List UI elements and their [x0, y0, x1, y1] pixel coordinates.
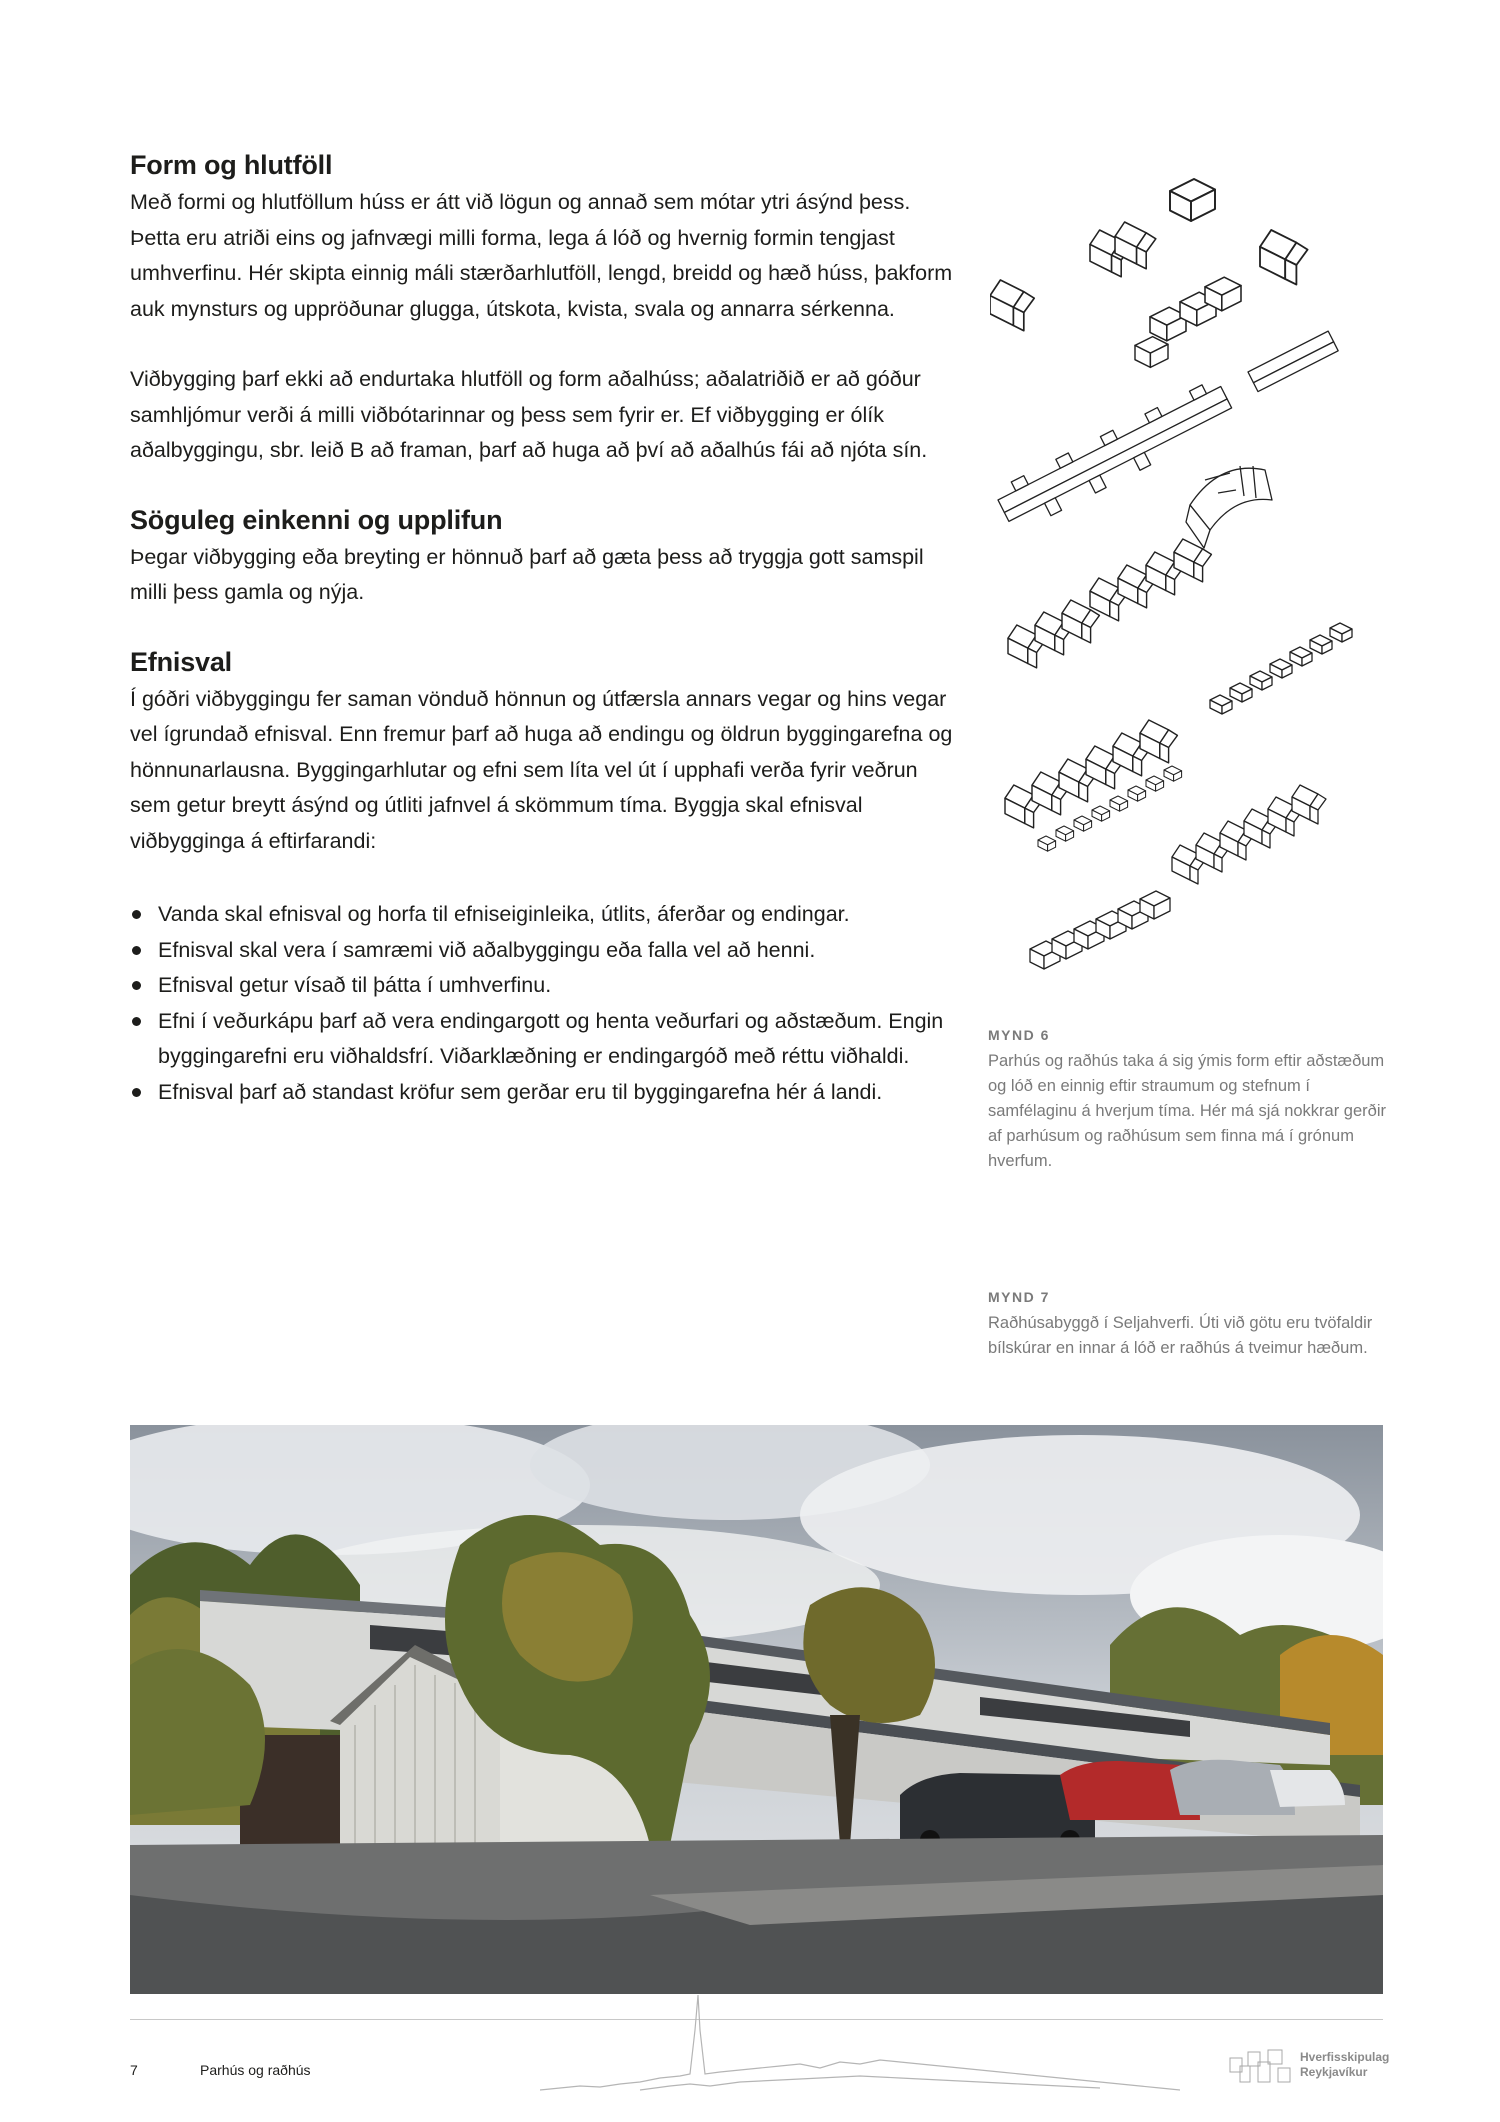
list-item: Efnisval skal vera í samræmi við aðalbyggingu eða falla vel að henni.	[130, 933, 960, 969]
materials-paragraph: Í góðri viðbyggingu fer saman vönduð hönnun og útfærsla annars vegar og hins vegar vel ígrundað efnisval. Enn fremur þarf að huga að endingu og öldrun byggingarefna og hönnunarlausna. Byggingarhlutar og efni sem líta vel út í upphafi verða fyrir veðrun sem getur breytt ásýnd og útliti jafnvel á skömmum tíma. Byggja skal efnisval viðbygginga á eftirfarandi:	[130, 686, 953, 853]
document-title: Parhús og raðhús	[200, 2062, 311, 2078]
caption-text: Raðhúsabyggð í Seljahverfi. Úti við götu eru tvöfaldir bílskúrar en innar á lóð er raðhús á tveimur hæðum.	[988, 1314, 1373, 1357]
heading-form: Form og hlutföll	[130, 150, 333, 180]
list-item: Vanda skal efnisval og horfa til efniseiginleika, útlits, áferðar og endingar.	[130, 897, 960, 933]
logo-text	[1300, 2050, 1389, 2080]
history-paragraph: Þegar viðbygging eða breyting er hönnuð þarf að gæta þess að tryggja gott samspil milli þess gamla og nýja.	[130, 544, 924, 604]
bullet-icon	[132, 946, 141, 955]
form-paragraph-2: Viðbygging þarf ekki að endurtaka hlutföll og form aðalhúss; aðalatriðið er að góður samhljómur verði á milli viðbótarinnar og þess sem fyrir er. Ef viðbygging er ólík aðalbyggingu, sbr. leið B að framan, þarf að huga að því að aðalhús fái að njóta sín.	[130, 367, 928, 462]
logo-line-2: Reykjavíkur	[1300, 2065, 1368, 2079]
figure-6-house-drawings	[990, 160, 1390, 1010]
reykjavik-skyline-illustration	[540, 1990, 1180, 2100]
heading-history: Söguleg einkenni og upplifun	[130, 504, 503, 535]
form-paragraph-1: Með formi og hlutföllum húss er átt við lögun og annað sem mótar ytri ásýnd þess. Þetta eru atriði eins og jafnvægi milli forma, lega á lóð og hvernig formin tengjast umhverfinu. Hér skipta einnig máli stærðarhlutföll, lengd, breidd og hæð húss, þakform auk mynsturs og uppröðunar glugga, útskota, kvista, svala og annarra sérkenna.	[130, 190, 953, 321]
list-item: Efnisval þarf að standast kröfur sem gerðar eru til byggingarefna hér á landi.	[130, 1075, 960, 1111]
bullet-icon	[132, 910, 141, 919]
bullet-icon	[132, 981, 141, 990]
list-item: Efnisval getur vísað til þátta í umhverfinu.	[130, 968, 960, 1004]
heading-materials: Efnisval	[130, 646, 232, 677]
materials-bullet-list	[130, 897, 960, 1110]
main-column	[130, 150, 960, 1110]
figure-7-photo	[130, 1425, 1383, 1994]
page-number: 7	[130, 2062, 138, 2078]
caption-text: Parhús og raðhús taka á sig ýmis form eftir aðstæðum og lóð en einnig eftir straumum og stefnum í samfélaginu á hverjum tíma. Hér má sjá nokkrar gerðir af parhúsum og raðhúsum sem finna má í grónum hverfum.	[988, 1052, 1386, 1170]
caption-figure-6	[988, 1027, 1388, 1174]
caption-figure-7	[988, 1289, 1388, 1361]
bullet-icon	[132, 1088, 141, 1097]
logo-line-1: Hverfisskipulag	[1300, 2050, 1390, 2064]
caption-label: MYND 7	[988, 1289, 1050, 1305]
list-item: Efni í veðurkápu þarf að vera endingargott og henta veðurfari og aðstæðum. Engin byggingarefni eru viðhaldsfrí. Viðarklæðning er endingargóð með réttu viðhaldi.	[130, 1004, 960, 1075]
caption-label: MYND 6	[988, 1027, 1050, 1043]
bullet-icon	[132, 1017, 141, 1026]
